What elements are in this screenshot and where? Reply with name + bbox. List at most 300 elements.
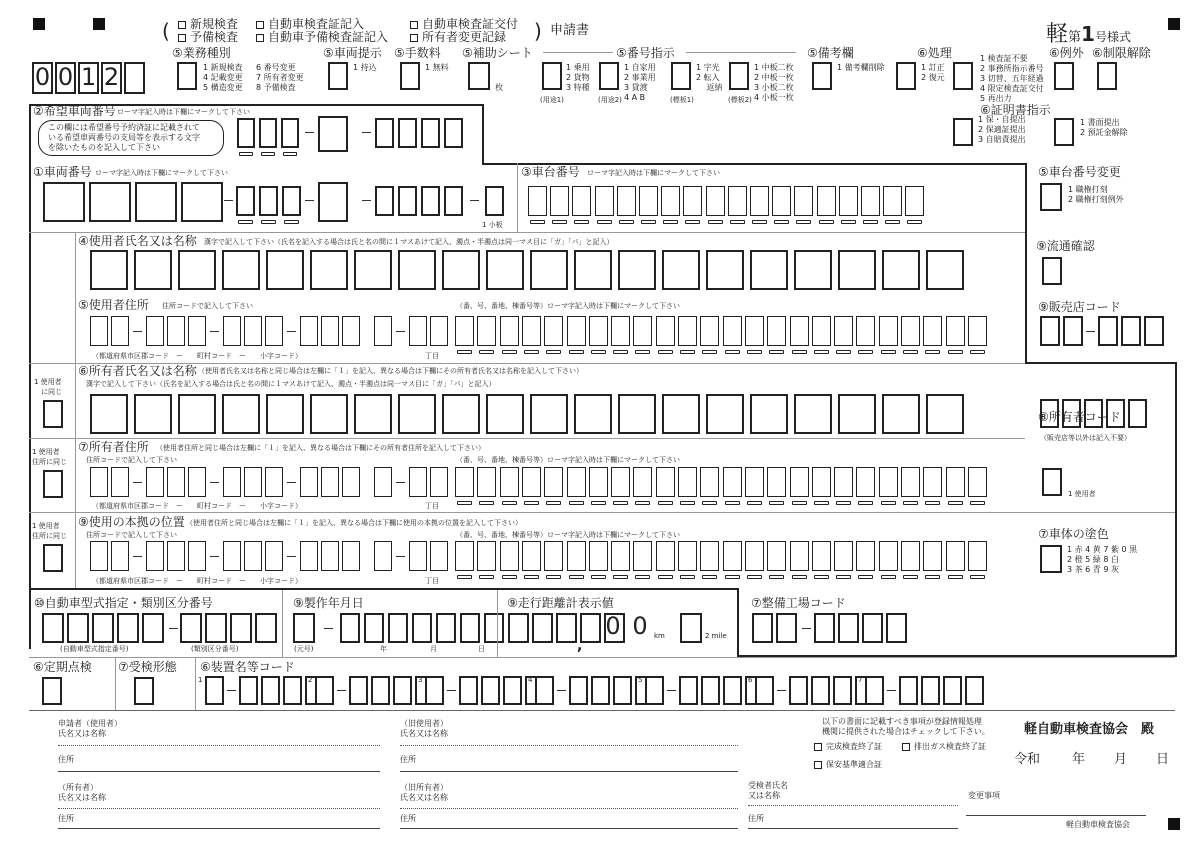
owner-address-lot-char-box[interactable]: [879, 467, 898, 497]
desired-number-char-box-roman-mark[interactable]: [261, 152, 275, 156]
chassis-number-char-box-roman-mark[interactable]: [708, 220, 723, 224]
owner-address-lot-char-box[interactable]: [522, 467, 541, 497]
owner-address-chome-code-box[interactable]: [409, 467, 427, 497]
chassis-number-char-box-roman-mark[interactable]: [796, 220, 811, 224]
era-box[interactable]: [293, 613, 315, 643]
odometer-digit-box[interactable]: [556, 613, 577, 643]
base-location-lot-char-box[interactable]: [901, 541, 920, 571]
owner-address-lot-char-box[interactable]: [834, 467, 853, 497]
chassis-number-char-box-roman-mark[interactable]: [619, 220, 634, 224]
dealer-code-box[interactable]: [1121, 316, 1141, 346]
user-address-lot-char-box[interactable]: [767, 316, 786, 346]
base-location-lot-char-box-roman-mark[interactable]: [747, 575, 762, 579]
user-address-lot-char-box-roman-mark[interactable]: [948, 350, 963, 354]
owner-name-char-box[interactable]: [530, 394, 568, 434]
cert-entry-checkbox[interactable]: [256, 21, 264, 29]
base-location-lot-char-box[interactable]: [923, 541, 942, 571]
owner-address-chome-box[interactable]: [374, 467, 392, 497]
inspection-mode-box[interactable]: [134, 677, 154, 705]
user-name-char-box[interactable]: [574, 250, 612, 290]
chassis-number-char-box[interactable]: [683, 186, 702, 216]
maintenance-shop-box[interactable]: [886, 613, 907, 643]
vehicle-number-kana-box[interactable]: [318, 182, 348, 222]
owner-address-lot-char-box[interactable]: [656, 467, 675, 497]
owner-code-user-box[interactable]: [1042, 468, 1062, 496]
owner-address-lot-char-box[interactable]: [856, 467, 875, 497]
dealer-code-box[interactable]: [1063, 316, 1083, 346]
base-location-lot-char-box[interactable]: [678, 541, 697, 571]
base-location-lot-char-box[interactable]: [968, 541, 987, 571]
user-name-char-box[interactable]: [310, 250, 348, 290]
owner-name-char-box[interactable]: [794, 394, 832, 434]
owner-address-lot-char-box[interactable]: [723, 467, 742, 497]
manufacture-date-box[interactable]: [340, 613, 360, 643]
maintenance-shop-box[interactable]: [752, 613, 773, 643]
dealer-code-box[interactable]: [1040, 316, 1060, 346]
user-name-char-box[interactable]: [178, 250, 216, 290]
owner-address-lot-char-box-roman-mark[interactable]: [747, 501, 762, 505]
base-location-town-code-box[interactable]: [146, 541, 164, 571]
chassis-number-char-box-roman-mark[interactable]: [730, 220, 745, 224]
maintenance-shop-box[interactable]: [776, 613, 797, 643]
user-address-lot-char-box[interactable]: [633, 316, 652, 346]
chassis-number-char-box[interactable]: [595, 186, 614, 216]
user-address-lot-char-box[interactable]: [901, 316, 920, 346]
base-location-prefecture-code-box[interactable]: [90, 541, 108, 571]
model-designation-box[interactable]: [42, 613, 64, 643]
maintenance-shop-box[interactable]: [862, 613, 883, 643]
base-location-lot-char-box-roman-mark[interactable]: [457, 575, 472, 579]
use2-box[interactable]: [599, 62, 619, 90]
owner-address-lot-char-box[interactable]: [633, 467, 652, 497]
user-address-lot-char-box[interactable]: [567, 316, 586, 346]
manufacture-date-box[interactable]: [388, 613, 408, 643]
class-number-box[interactable]: [230, 613, 252, 643]
device-code-box[interactable]: [755, 676, 774, 705]
owner-name-char-box[interactable]: [882, 394, 920, 434]
manufacture-date-box[interactable]: [484, 613, 504, 643]
owner-change-checkbox[interactable]: [410, 34, 418, 42]
base-location-lot-char-box[interactable]: [745, 541, 764, 571]
chassis-number-char-box[interactable]: [728, 186, 747, 216]
vehicle-number-class-box-roman-mark[interactable]: [284, 220, 299, 224]
device-code-box[interactable]: [865, 676, 884, 705]
user-address-chome-box[interactable]: [374, 316, 392, 346]
base-location-lot-char-box[interactable]: [856, 541, 875, 571]
device-code-box[interactable]: [921, 676, 940, 705]
emission-cert-checkbox[interactable]: [902, 743, 910, 751]
user-name-char-box[interactable]: [266, 250, 304, 290]
user-address-lot-char-box[interactable]: [946, 316, 965, 346]
user-address-lot-char-box-roman-mark[interactable]: [881, 350, 896, 354]
chassis-number-char-box[interactable]: [750, 186, 769, 216]
base-location-lot-char-box[interactable]: [879, 541, 898, 571]
owner-name-char-box[interactable]: [354, 394, 392, 434]
vehicle-number-digit-box[interactable]: [421, 186, 440, 216]
maintenance-shop-box[interactable]: [838, 613, 859, 643]
certificate-box-1[interactable]: [953, 118, 973, 146]
device-code-box[interactable]: [701, 676, 720, 705]
device-code-box[interactable]: [371, 676, 390, 705]
user-address-lot-char-box[interactable]: [856, 316, 875, 346]
chassis-number-char-box[interactable]: [772, 186, 791, 216]
owner-name-char-box[interactable]: [486, 394, 524, 434]
device-code-box[interactable]: [349, 676, 368, 705]
base-addr-same-box[interactable]: [43, 544, 63, 572]
user-address-lot-char-box-roman-mark[interactable]: [457, 350, 472, 354]
device-code-box[interactable]: [425, 676, 444, 705]
user-address-subarea-code-box[interactable]: [244, 316, 262, 346]
user-address-lot-char-box[interactable]: [522, 316, 541, 346]
chassis-number-char-box-roman-mark[interactable]: [774, 220, 789, 224]
use1-box[interactable]: [542, 62, 562, 90]
chassis-number-char-box-roman-mark[interactable]: [597, 220, 612, 224]
chassis-number-char-box-roman-mark[interactable]: [752, 220, 767, 224]
vehicle-number-class-box[interactable]: [236, 186, 255, 216]
owner-address-town-code-box[interactable]: [188, 467, 206, 497]
vehicle-number-region-box[interactable]: [135, 182, 177, 222]
base-location-lot-char-box-roman-mark[interactable]: [836, 575, 851, 579]
user-address-lot-char-box-roman-mark[interactable]: [479, 350, 494, 354]
user-address-lot-char-box[interactable]: [611, 316, 630, 346]
user-address-town-code-box[interactable]: [167, 316, 185, 346]
owner-address-lot-char-box-roman-mark[interactable]: [725, 501, 740, 505]
chassis-number-char-box-roman-mark[interactable]: [885, 220, 900, 224]
device-code-box[interactable]: [833, 676, 852, 705]
desired-number-char-box[interactable]: [281, 118, 299, 148]
user-address-lot-char-box[interactable]: [790, 316, 809, 346]
odometer-digit-box[interactable]: [508, 613, 529, 643]
user-address-lot-char-box-roman-mark[interactable]: [569, 350, 584, 354]
processing-box-2[interactable]: [953, 62, 973, 90]
chassis-number-char-box[interactable]: [883, 186, 902, 216]
base-location-lot-char-box[interactable]: [500, 541, 519, 571]
desired-number-char-box[interactable]: [237, 118, 255, 148]
owner-address-lot-char-box-roman-mark[interactable]: [680, 501, 695, 505]
base-location-chome-code-box[interactable]: [430, 541, 448, 571]
owner-name-char-box[interactable]: [310, 394, 348, 434]
base-location-lot-char-box-roman-mark[interactable]: [970, 575, 985, 579]
user-name-char-box[interactable]: [442, 250, 480, 290]
base-location-lot-char-box[interactable]: [946, 541, 965, 571]
vehicle-number-digit-box[interactable]: [444, 186, 463, 216]
user-name-char-box[interactable]: [134, 250, 172, 290]
device-code-box[interactable]: [899, 676, 918, 705]
base-location-subarea-code-box[interactable]: [244, 541, 262, 571]
owner-address-area-code-box[interactable]: [300, 467, 318, 497]
base-location-chome-box[interactable]: [374, 541, 392, 571]
vehicle-number-class-box[interactable]: [259, 186, 278, 216]
base-location-lot-char-box-roman-mark[interactable]: [502, 575, 517, 579]
owner-address-lot-char-box-roman-mark[interactable]: [591, 501, 606, 505]
processing-box-1[interactable]: [896, 62, 916, 90]
owner-address-lot-char-box[interactable]: [589, 467, 608, 497]
user-address-subarea-code-box[interactable]: [265, 316, 283, 346]
user-address-lot-char-box-roman-mark[interactable]: [635, 350, 650, 354]
user-name-char-box[interactable]: [750, 250, 788, 290]
user-address-lot-char-box-roman-mark[interactable]: [613, 350, 628, 354]
base-location-lot-char-box[interactable]: [544, 541, 563, 571]
plate2-box[interactable]: [729, 62, 749, 90]
chassis-number-char-box-roman-mark[interactable]: [530, 220, 545, 224]
base-location-lot-char-box-roman-mark[interactable]: [814, 575, 829, 579]
owner-name-char-box[interactable]: [442, 394, 480, 434]
class-number-box[interactable]: [180, 613, 202, 643]
device-code-box[interactable]: [283, 676, 302, 705]
preliminary-inspection-checkbox[interactable]: [178, 34, 186, 42]
device-code-box[interactable]: [481, 676, 500, 705]
owner-address-lot-char-box[interactable]: [611, 467, 630, 497]
dealer-code-box[interactable]: [1098, 316, 1118, 346]
base-location-subarea-code-box[interactable]: [223, 541, 241, 571]
owner-address-prefecture-code-box[interactable]: [90, 467, 108, 497]
chassis-number-char-box[interactable]: [528, 186, 547, 216]
user-name-char-box[interactable]: [90, 250, 128, 290]
chassis-number-char-box-roman-mark[interactable]: [841, 220, 856, 224]
user-address-town-code-box[interactable]: [188, 316, 206, 346]
owner-address-lot-char-box[interactable]: [455, 467, 474, 497]
user-address-lot-char-box[interactable]: [678, 316, 697, 346]
owner-address-lot-char-box[interactable]: [923, 467, 942, 497]
chassis-number-char-box[interactable]: [617, 186, 636, 216]
owner-address-lot-char-box-roman-mark[interactable]: [457, 501, 472, 505]
owner-address-lot-char-box[interactable]: [901, 467, 920, 497]
model-designation-box[interactable]: [67, 613, 89, 643]
user-address-lot-char-box-roman-mark[interactable]: [702, 350, 717, 354]
chassis-number-char-box[interactable]: [639, 186, 658, 216]
user-address-lot-char-box-roman-mark[interactable]: [680, 350, 695, 354]
user-address-lot-char-box[interactable]: [879, 316, 898, 346]
user-address-lot-char-box-roman-mark[interactable]: [836, 350, 851, 354]
odometer-digit-box[interactable]: [532, 613, 553, 643]
vehicle-presentation-box[interactable]: [328, 62, 348, 90]
manufacture-date-box[interactable]: [364, 613, 384, 643]
owner-name-char-box[interactable]: [838, 394, 876, 434]
safety-cert-checkbox[interactable]: [814, 761, 822, 769]
chassis-number-char-box-roman-mark[interactable]: [663, 220, 678, 224]
user-name-char-box[interactable]: [398, 250, 436, 290]
vehicle-number-region-box[interactable]: [43, 182, 85, 222]
vehicle-number-region-box[interactable]: [89, 182, 131, 222]
device-code-box[interactable]: [535, 676, 554, 705]
vehicle-number-class-box[interactable]: [282, 186, 301, 216]
owner-name-char-box[interactable]: [662, 394, 700, 434]
base-location-lot-char-box-roman-mark[interactable]: [546, 575, 561, 579]
owner-address-town-code-box[interactable]: [146, 467, 164, 497]
user-address-chome-code-box[interactable]: [430, 316, 448, 346]
device-code-box[interactable]: [613, 676, 632, 705]
base-location-lot-char-box[interactable]: [633, 541, 652, 571]
device-code-box[interactable]: [205, 676, 224, 705]
user-address-lot-char-box-roman-mark[interactable]: [747, 350, 762, 354]
base-location-subarea-code-box[interactable]: [265, 541, 283, 571]
owner-address-lot-char-box[interactable]: [678, 467, 697, 497]
user-address-lot-char-box-roman-mark[interactable]: [725, 350, 740, 354]
base-location-lot-char-box-roman-mark[interactable]: [702, 575, 717, 579]
device-code-box[interactable]: [459, 676, 478, 705]
user-name-char-box[interactable]: [838, 250, 876, 290]
vehicle-number-digit-box[interactable]: [375, 186, 394, 216]
user-address-lot-char-box-roman-mark[interactable]: [769, 350, 784, 354]
user-address-lot-char-box-roman-mark[interactable]: [970, 350, 985, 354]
device-code-box[interactable]: [943, 676, 962, 705]
device-code-box[interactable]: [315, 676, 334, 705]
dealer-code-box[interactable]: [1144, 316, 1164, 346]
restriction-release-box[interactable]: [1097, 62, 1117, 90]
user-address-lot-char-box[interactable]: [812, 316, 831, 346]
base-location-lot-char-box-roman-mark[interactable]: [635, 575, 650, 579]
owner-address-lot-char-box-roman-mark[interactable]: [635, 501, 650, 505]
base-location-lot-char-box[interactable]: [700, 541, 719, 571]
owner-address-lot-char-box-roman-mark[interactable]: [881, 501, 896, 505]
distribution-check-box[interactable]: [1042, 257, 1062, 285]
desired-number-char-box[interactable]: [259, 118, 277, 148]
base-location-lot-char-box-roman-mark[interactable]: [658, 575, 673, 579]
base-location-lot-char-box-roman-mark[interactable]: [524, 575, 539, 579]
chassis-number-char-box[interactable]: [550, 186, 569, 216]
user-address-lot-char-box-roman-mark[interactable]: [925, 350, 940, 354]
owner-name-char-box[interactable]: [266, 394, 304, 434]
chassis-number-char-box[interactable]: [861, 186, 880, 216]
user-name-char-box[interactable]: [222, 250, 260, 290]
desired-number-digit-box[interactable]: [398, 118, 417, 148]
chassis-number-char-box-roman-mark[interactable]: [552, 220, 567, 224]
manufacture-date-box[interactable]: [436, 613, 456, 643]
user-address-subarea-code-box[interactable]: [223, 316, 241, 346]
body-color-box[interactable]: [1040, 545, 1062, 573]
aux-sheet-box[interactable]: [468, 62, 490, 90]
chassis-number-char-box[interactable]: [572, 186, 591, 216]
owner-address-lot-char-box-roman-mark[interactable]: [858, 501, 873, 505]
user-address-lot-char-box[interactable]: [834, 316, 853, 346]
device-code-box[interactable]: [789, 676, 808, 705]
owner-addr-same-box[interactable]: [43, 470, 63, 498]
chassis-number-char-box[interactable]: [706, 186, 725, 216]
owner-address-lot-char-box-roman-mark[interactable]: [524, 501, 539, 505]
owner-address-lot-char-box-roman-mark[interactable]: [925, 501, 940, 505]
owner-address-lot-char-box-roman-mark[interactable]: [569, 501, 584, 505]
chassis-number-char-box[interactable]: [839, 186, 858, 216]
user-name-char-box[interactable]: [354, 250, 392, 290]
preliminary-cert-entry-checkbox[interactable]: [256, 34, 264, 42]
base-location-town-code-box[interactable]: [188, 541, 206, 571]
chassis-number-char-box[interactable]: [794, 186, 813, 216]
owner-address-lot-char-box-roman-mark[interactable]: [814, 501, 829, 505]
class-number-box[interactable]: [255, 613, 277, 643]
owner-same-box[interactable]: [43, 400, 63, 428]
base-location-lot-char-box[interactable]: [589, 541, 608, 571]
owner-name-char-box[interactable]: [398, 394, 436, 434]
owner-address-prefecture-code-box[interactable]: [111, 467, 129, 497]
new-inspection-checkbox[interactable]: [178, 21, 186, 29]
owner-address-lot-char-box-roman-mark[interactable]: [903, 501, 918, 505]
chassis-number-char-box-roman-mark[interactable]: [641, 220, 656, 224]
chassis-number-char-box-roman-mark[interactable]: [819, 220, 834, 224]
small-plate-box[interactable]: [485, 186, 504, 216]
chassis-number-char-box-roman-mark[interactable]: [907, 220, 922, 224]
owner-address-lot-char-box[interactable]: [968, 467, 987, 497]
base-location-lot-char-box-roman-mark[interactable]: [591, 575, 606, 579]
chassis-number-char-box[interactable]: [817, 186, 836, 216]
user-address-lot-char-box-roman-mark[interactable]: [524, 350, 539, 354]
device-code-box[interactable]: [645, 676, 664, 705]
base-location-lot-char-box-roman-mark[interactable]: [948, 575, 963, 579]
base-location-lot-char-box[interactable]: [790, 541, 809, 571]
user-address-area-code-box[interactable]: [321, 316, 339, 346]
user-address-prefecture-code-box[interactable]: [90, 316, 108, 346]
owner-address-lot-char-box[interactable]: [767, 467, 786, 497]
maintenance-shop-box[interactable]: [814, 613, 835, 643]
owner-name-char-box[interactable]: [574, 394, 612, 434]
base-location-area-code-box[interactable]: [342, 541, 360, 571]
certificate-box-2[interactable]: [1054, 118, 1074, 146]
chassis-number-char-box-roman-mark[interactable]: [574, 220, 589, 224]
base-location-lot-char-box[interactable]: [477, 541, 496, 571]
exception-box[interactable]: [1054, 62, 1074, 90]
user-name-char-box[interactable]: [662, 250, 700, 290]
vehicle-number-class-box-roman-mark[interactable]: [238, 220, 253, 224]
odometer-unit-box[interactable]: [680, 613, 702, 643]
base-location-lot-char-box-roman-mark[interactable]: [725, 575, 740, 579]
base-location-lot-char-box-roman-mark[interactable]: [925, 575, 940, 579]
owner-name-char-box[interactable]: [178, 394, 216, 434]
device-code-box[interactable]: [965, 676, 984, 705]
user-address-lot-char-box-roman-mark[interactable]: [546, 350, 561, 354]
owner-address-lot-char-box-roman-mark[interactable]: [613, 501, 628, 505]
base-location-lot-char-box[interactable]: [567, 541, 586, 571]
owner-address-town-code-box[interactable]: [167, 467, 185, 497]
user-name-char-box[interactable]: [618, 250, 656, 290]
owner-address-lot-char-box[interactable]: [567, 467, 586, 497]
owner-name-char-box[interactable]: [618, 394, 656, 434]
owner-address-area-code-box[interactable]: [342, 467, 360, 497]
device-code-box[interactable]: [811, 676, 830, 705]
class-number-box[interactable]: [205, 613, 227, 643]
device-code-box[interactable]: [591, 676, 610, 705]
business-type-box[interactable]: [177, 62, 197, 90]
user-name-char-box[interactable]: [794, 250, 832, 290]
user-name-char-box[interactable]: [706, 250, 744, 290]
base-location-lot-char-box-roman-mark[interactable]: [613, 575, 628, 579]
user-address-lot-char-box[interactable]: [723, 316, 742, 346]
owner-name-char-box[interactable]: [706, 394, 744, 434]
user-address-lot-char-box[interactable]: [923, 316, 942, 346]
vehicle-number-digit-box[interactable]: [398, 186, 417, 216]
desired-number-char-box-roman-mark[interactable]: [283, 152, 297, 156]
owner-name-char-box[interactable]: [926, 394, 964, 434]
user-address-town-code-box[interactable]: [146, 316, 164, 346]
user-address-lot-char-box-roman-mark[interactable]: [591, 350, 606, 354]
user-address-lot-char-box[interactable]: [477, 316, 496, 346]
user-address-lot-char-box[interactable]: [700, 316, 719, 346]
user-address-lot-char-box[interactable]: [968, 316, 987, 346]
base-location-lot-char-box[interactable]: [834, 541, 853, 571]
user-address-lot-char-box-roman-mark[interactable]: [903, 350, 918, 354]
model-designation-box[interactable]: [92, 613, 114, 643]
base-location-lot-char-box-roman-mark[interactable]: [792, 575, 807, 579]
manufacture-date-box[interactable]: [412, 613, 432, 643]
device-code-box[interactable]: [679, 676, 698, 705]
desired-number-digit-box[interactable]: [421, 118, 440, 148]
base-location-chome-code-box[interactable]: [409, 541, 427, 571]
user-name-char-box[interactable]: [882, 250, 920, 290]
device-code-box[interactable]: [261, 676, 280, 705]
remarks-box[interactable]: [812, 62, 832, 90]
owner-name-char-box[interactable]: [134, 394, 172, 434]
user-address-lot-char-box[interactable]: [455, 316, 474, 346]
owner-address-lot-char-box[interactable]: [790, 467, 809, 497]
user-name-char-box[interactable]: [926, 250, 964, 290]
